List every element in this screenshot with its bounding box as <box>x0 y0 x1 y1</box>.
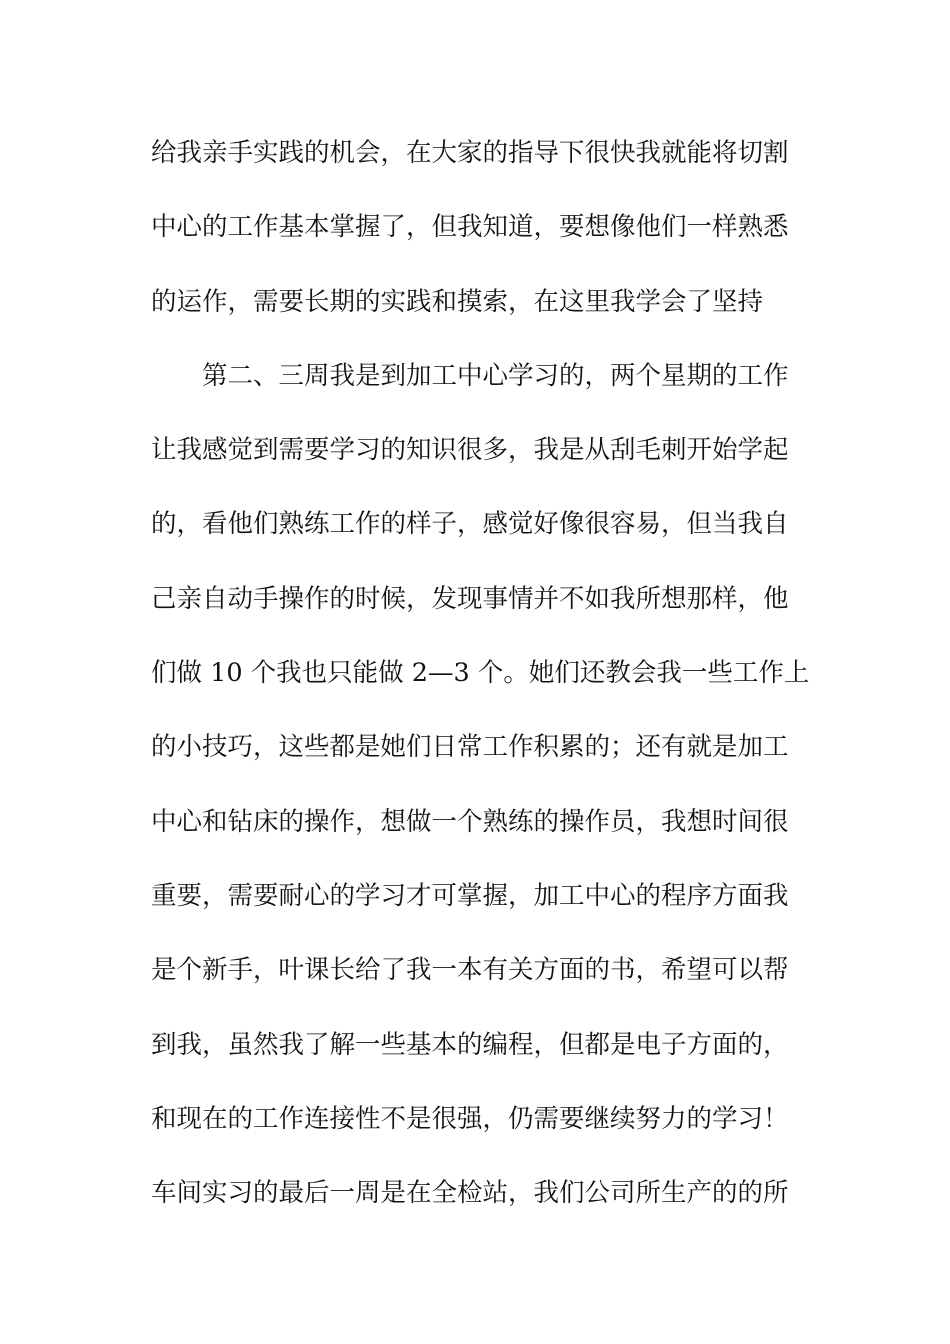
text-line: 给我亲手实践的机会，在大家的指导下很快我就能将切割 <box>151 138 789 168</box>
text-line: 的运作，需要长期的实践和摸索，在这里我学会了坚持 <box>151 286 764 317</box>
document-body <box>151 133 811 1247</box>
text-line: 的小技巧，这些都是她们日常工作积累的；还有就是加工 <box>151 732 789 763</box>
text-line: 是个新手，叶课长给了我一本有关方面的书，希望可以帮 <box>151 955 789 986</box>
text-line: 的，看他们熟练工作的样子，感觉好像很容易，但当我自 <box>151 509 789 540</box>
text-line: 到我，虽然我了解一些基本的编程，但都是电子方面的， <box>151 1029 789 1060</box>
text-line: 重要，需要耐心的学习才可掌握，加工中心的程序方面我 <box>151 880 789 911</box>
paragraph-start-line: 第二、三周我是到加工中心学习的，两个星期的工作 <box>202 360 789 391</box>
text-line: 中心的工作基本掌握了，但我知道，要想像他们一样熟悉 <box>151 212 789 243</box>
text-line: 们做 10 个我也只能做 2—3 个。她们还教会我一些工作上 <box>151 658 810 689</box>
text-line: 让我感觉到需要学习的知识很多，我是从刮毛刺开始学起 <box>151 435 789 466</box>
text-line: 中心和钻床的操作，想做一个熟练的操作员，我想时间很 <box>151 806 789 837</box>
text-line: 车间实习的最后一周是在全检站，我们公司所生产的的所 <box>151 1178 789 1209</box>
text-line: 己亲自动手操作的时候，发现事情并不如我所想那样，他 <box>151 583 789 614</box>
text-line: 和现在的工作连接性不是很强，仍需要继续努力的学习！ <box>151 1103 789 1134</box>
